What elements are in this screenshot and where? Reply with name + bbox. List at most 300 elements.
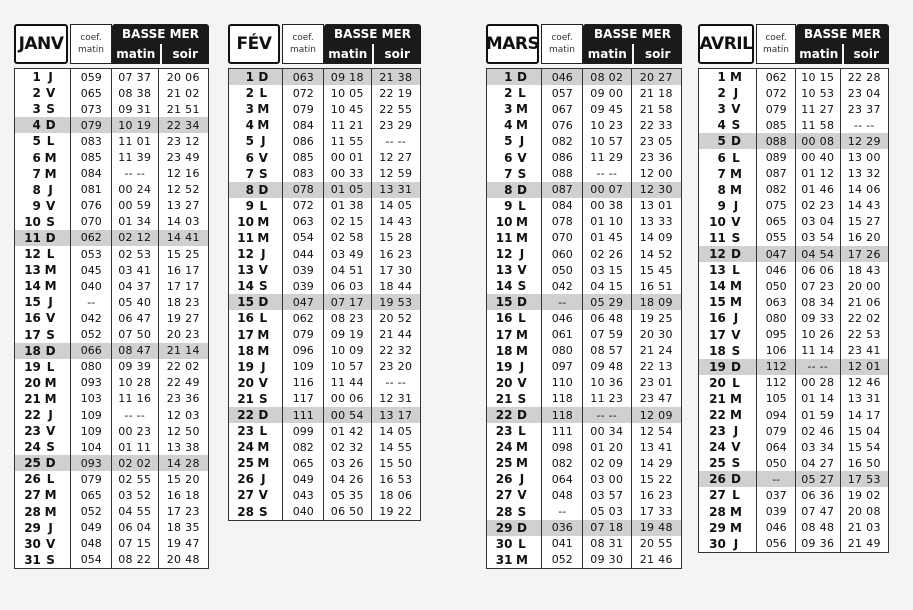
day-number: 21 [24, 391, 41, 406]
table-row [229, 182, 420, 198]
month-block-0 [14, 24, 209, 569]
weekday: V [517, 488, 527, 503]
matin-cell: 03 15 [583, 262, 632, 278]
basse-mer-subheader [112, 44, 209, 64]
day-cell [699, 327, 756, 343]
table-row [229, 439, 420, 455]
day-number: 3 [504, 102, 513, 117]
day-cell [229, 182, 282, 198]
coef-cell: 076 [70, 198, 112, 214]
coef-label-matin: matin [548, 45, 575, 55]
matin-cell: -- -- [112, 407, 159, 423]
day-cell [229, 439, 282, 455]
coef-cell: 085 [756, 117, 796, 133]
soir-cell: 21 03 [847, 521, 881, 535]
matin-cell: 11 58 [796, 117, 841, 133]
weekday: M [729, 520, 742, 535]
coef-cell: 079 [282, 327, 324, 343]
table-row [699, 246, 888, 262]
day-cell [699, 536, 756, 552]
day-number: 29 [24, 520, 41, 535]
table-row [699, 310, 888, 326]
day-number: 15 [709, 295, 726, 310]
weekday: D [45, 343, 56, 358]
coef-cell: -- [756, 471, 796, 487]
weekday: S [46, 102, 55, 117]
soir-cell: 23 36 [639, 151, 673, 165]
matin-cell: 04 26 [324, 471, 372, 487]
coef-cell: 093 [70, 455, 112, 471]
soir-cell: 22 02 [166, 360, 200, 374]
day-number: 13 [709, 263, 726, 278]
day-cell [229, 391, 282, 407]
table-row [15, 343, 208, 359]
table-row [487, 262, 681, 278]
coef-cell: 037 [756, 487, 796, 503]
soir-cell: 13 17 [379, 408, 413, 422]
matin-cell: 10 57 [583, 133, 632, 149]
table-row [15, 471, 208, 487]
table-row [487, 278, 681, 294]
soir-header: soir [162, 44, 210, 64]
weekday: L [518, 311, 526, 326]
matin-cell: 01 10 [583, 214, 632, 230]
weekday: L [46, 247, 55, 262]
table-row [487, 230, 681, 246]
matin-cell: 08 38 [112, 85, 159, 101]
soir-cell: 18 09 [639, 295, 673, 309]
weekday: J [261, 472, 266, 487]
table-row [699, 149, 888, 165]
coef-cell: 048 [70, 536, 112, 552]
day-cell [699, 198, 756, 214]
day-number: 24 [237, 440, 254, 455]
coef-cell: 052 [70, 504, 112, 520]
weekday: M [516, 456, 528, 471]
table-row [229, 407, 420, 423]
matin-cell: 05 27 [796, 471, 841, 487]
table-row [699, 230, 888, 246]
day-number: 16 [709, 311, 726, 326]
weekday: L [518, 198, 526, 213]
table-row [699, 166, 888, 182]
day-cell [487, 391, 541, 407]
table-row [487, 552, 681, 568]
weekday: V [731, 214, 741, 229]
table-row [699, 487, 888, 503]
matin-cell: 09 33 [796, 310, 841, 326]
table-row [229, 310, 420, 326]
soir-cell: -- -- [385, 134, 407, 148]
day-number: 7 [717, 166, 726, 181]
day-cell [487, 133, 541, 149]
table-row [15, 198, 208, 214]
day-number: 6 [32, 150, 41, 165]
matin-cell: 03 41 [112, 262, 159, 278]
weekday: S [46, 327, 55, 342]
matin-cell: 07 59 [583, 327, 632, 343]
matin-cell: 00 23 [112, 423, 159, 439]
day-number: 8 [32, 182, 41, 197]
matin-cell: 07 17 [324, 294, 372, 310]
day-number: 20 [495, 375, 513, 390]
matin-cell: 04 37 [112, 278, 159, 294]
day-cell [15, 310, 70, 326]
matin-cell: 11 14 [796, 343, 841, 359]
weekday: L [732, 150, 740, 165]
day-cell [487, 455, 541, 471]
matin-cell: 03 26 [324, 455, 372, 471]
day-cell [699, 487, 756, 503]
coef-cell: 042 [70, 310, 112, 326]
matin-cell: 05 35 [324, 487, 372, 503]
soir-cell: 17 23 [166, 505, 200, 519]
day-cell [487, 407, 541, 423]
day-number: 6 [245, 150, 254, 165]
table-row [229, 166, 420, 182]
coef-cell: 079 [70, 471, 112, 487]
matin-cell: 11 21 [324, 117, 372, 133]
table-row [699, 343, 888, 359]
day-cell [487, 101, 541, 117]
matin-cell: 03 52 [112, 487, 159, 503]
table-row [229, 327, 420, 343]
soir-cell: 14 06 [847, 183, 881, 197]
day-number: 10 [709, 214, 726, 229]
coef-cell: 046 [756, 520, 796, 536]
weekday: M [257, 102, 270, 117]
table-row [15, 262, 208, 278]
day-cell [229, 133, 282, 149]
table-row [699, 407, 888, 423]
coef-cell: 118 [541, 391, 583, 407]
soir-cell: 16 17 [166, 263, 200, 277]
day-number: 6 [717, 150, 726, 165]
coef-cell: 079 [70, 117, 112, 133]
matin-cell: 08 34 [796, 294, 841, 310]
soir-cell: 15 28 [379, 231, 413, 245]
coef-cell: 104 [70, 439, 112, 455]
soir-cell: 22 28 [847, 70, 881, 84]
day-cell [699, 343, 756, 359]
matin-cell: 00 24 [112, 182, 159, 198]
soir-cell: 21 44 [379, 328, 413, 342]
matin-cell: 01 45 [583, 230, 632, 246]
weekday: V [45, 198, 56, 213]
table-row [15, 520, 208, 536]
day-number: 21 [495, 391, 513, 406]
soir-cell: 16 50 [847, 456, 881, 470]
table-row [229, 455, 420, 471]
table-row [487, 487, 681, 503]
day-number: 20 [24, 375, 41, 390]
weekday: S [46, 552, 55, 567]
table-row [15, 455, 208, 471]
table-row [487, 294, 681, 310]
coef-cell: 089 [756, 149, 796, 165]
day-number: 5 [245, 134, 254, 149]
weekday: L [259, 198, 268, 213]
soir-cell: 18 43 [847, 263, 881, 277]
day-cell [487, 375, 541, 391]
matin-cell: 11 27 [796, 101, 841, 117]
matin-cell: 01 11 [112, 439, 159, 455]
soir-cell: 20 30 [639, 328, 673, 342]
coef-cell: 088 [756, 133, 796, 149]
coef-cell: 046 [756, 262, 796, 278]
day-number: 8 [717, 182, 726, 197]
day-number: 27 [237, 488, 254, 503]
matin-cell: 06 50 [324, 504, 372, 520]
day-cell [699, 246, 756, 262]
soir-cell: -- -- [385, 376, 407, 390]
day-cell [15, 246, 70, 262]
weekday: M [44, 263, 57, 278]
day-cell [699, 262, 756, 278]
coef-cell: 110 [541, 375, 583, 391]
table-row [487, 198, 681, 214]
matin-cell: 01 14 [796, 391, 841, 407]
soir-cell: 16 23 [379, 247, 413, 261]
day-cell [699, 230, 756, 246]
soir-cell: 19 53 [379, 295, 413, 309]
matin-cell: 04 55 [112, 504, 159, 520]
weekday: J [519, 472, 525, 487]
table-row [487, 471, 681, 487]
weekday: M [516, 214, 528, 229]
soir-cell: 12 09 [639, 408, 673, 422]
soir-cell: 23 12 [166, 134, 200, 148]
weekday: M [257, 456, 270, 471]
day-number: 11 [24, 230, 41, 245]
day-number: 11 [709, 230, 726, 245]
weekday: J [48, 408, 53, 423]
coef-cell: 054 [70, 552, 112, 568]
day-number: 26 [237, 472, 254, 487]
day-number: 13 [495, 263, 513, 278]
coef-cell: 109 [70, 407, 112, 423]
coef-cell: 039 [282, 278, 324, 294]
table-row [699, 85, 888, 101]
day-cell [229, 343, 282, 359]
coef-cell: 052 [541, 552, 583, 568]
day-number: 9 [717, 198, 726, 213]
matin-cell: 06 47 [112, 310, 159, 326]
day-cell [15, 149, 70, 165]
day-cell [229, 149, 282, 165]
coef-cell: 094 [756, 407, 796, 423]
matin-cell: 00 33 [324, 166, 372, 182]
soir-cell: 17 26 [847, 247, 881, 261]
soir-header: soir [634, 44, 683, 64]
day-number: 8 [504, 182, 513, 197]
matin-cell: 09 31 [112, 101, 159, 117]
matin-cell: 01 34 [112, 214, 159, 230]
matin-header: matin [324, 44, 374, 64]
day-number: 31 [495, 552, 513, 567]
day-number: 24 [495, 440, 513, 455]
coef-cell: 049 [70, 520, 112, 536]
table-row [15, 423, 208, 439]
table-row [15, 391, 208, 407]
soir-cell: 19 22 [379, 505, 413, 519]
day-cell [229, 117, 282, 133]
soir-cell: 12 01 [847, 360, 881, 374]
weekday: J [519, 247, 525, 262]
day-cell [15, 536, 70, 552]
soir-cell: 21 14 [166, 344, 200, 358]
table-row [15, 407, 208, 423]
coef-cell: 086 [541, 149, 583, 165]
table-row [229, 471, 420, 487]
matin-cell: 10 19 [112, 117, 159, 133]
matin-cell: 04 51 [324, 262, 372, 278]
table-row [487, 310, 681, 326]
day-cell [15, 69, 70, 85]
coef-cell: 041 [541, 536, 583, 552]
day-cell [699, 439, 756, 455]
matin-cell: 01 59 [796, 407, 841, 423]
day-cell [229, 214, 282, 230]
day-cell [15, 278, 70, 294]
matin-header: matin [583, 44, 634, 64]
day-cell [15, 520, 70, 536]
day-number: 10 [24, 214, 41, 229]
day-number: 5 [32, 134, 41, 149]
day-cell [15, 359, 70, 375]
day-cell [229, 85, 282, 101]
day-cell [487, 85, 541, 101]
day-cell [487, 198, 541, 214]
weekday: M [44, 375, 57, 390]
weekday: M [257, 343, 270, 358]
table-row [699, 520, 888, 536]
matin-cell: 00 40 [796, 149, 841, 165]
day-cell [487, 182, 541, 198]
matin-cell: 11 55 [324, 133, 372, 149]
soir-cell: 20 08 [847, 505, 881, 519]
day-cell [15, 294, 70, 310]
tide-table [698, 68, 889, 553]
matin-cell: 03 54 [796, 230, 841, 246]
table-row [699, 278, 888, 294]
day-cell [487, 230, 541, 246]
weekday: M [257, 327, 270, 342]
day-cell [487, 310, 541, 326]
coef-cell: 112 [756, 375, 796, 391]
soir-cell: 22 02 [847, 311, 881, 325]
basse-mer-header [583, 24, 682, 64]
weekday: D [516, 520, 527, 535]
day-cell [229, 69, 282, 85]
weekday: S [517, 166, 527, 181]
day-number: 27 [709, 488, 726, 503]
coef-cell: 060 [541, 246, 583, 262]
coef-cell: 044 [282, 246, 324, 262]
coef-cell: 096 [282, 343, 324, 359]
table-row [15, 552, 208, 568]
day-number: 1 [717, 70, 726, 85]
weekday: M [257, 118, 270, 133]
month-header [486, 24, 682, 64]
matin-cell: 06 04 [112, 520, 159, 536]
day-number: 18 [709, 343, 726, 358]
day-number: 17 [237, 327, 254, 342]
day-cell [487, 117, 541, 133]
weekday: L [259, 424, 268, 439]
weekday: S [731, 343, 741, 358]
soir-cell: 22 33 [639, 118, 673, 132]
soir-cell: 19 48 [639, 521, 673, 535]
table-row [699, 375, 888, 391]
table-row [229, 423, 420, 439]
soir-cell: 23 36 [166, 392, 200, 406]
soir-cell: 18 44 [379, 279, 413, 293]
weekday: D [730, 359, 741, 374]
coef-cell: 116 [282, 375, 324, 391]
basse-mer-header [796, 24, 889, 64]
soir-cell: 20 52 [379, 311, 413, 325]
coef-cell: 080 [70, 359, 112, 375]
day-cell [229, 504, 282, 520]
coef-label-matin: matin [762, 45, 789, 55]
table-row [15, 166, 208, 182]
matin-header: matin [796, 44, 844, 64]
coef-cell: 111 [282, 407, 324, 423]
table-row [15, 359, 208, 375]
day-number: 8 [245, 182, 254, 197]
day-cell [487, 166, 541, 182]
weekday: V [258, 263, 268, 278]
weekday: V [517, 375, 527, 390]
month-header [698, 24, 889, 64]
matin-cell: 05 40 [112, 294, 159, 310]
day-cell [15, 375, 70, 391]
weekday: M [44, 391, 57, 406]
weekday: V [731, 327, 741, 342]
day-cell [699, 504, 756, 520]
day-cell [699, 149, 756, 165]
month-header [228, 24, 421, 64]
matin-cell: 07 18 [583, 520, 632, 536]
matin-cell: 10 23 [583, 117, 632, 133]
day-number: 29 [495, 520, 513, 535]
table-row [229, 278, 420, 294]
day-cell [699, 423, 756, 439]
weekday: M [729, 391, 742, 406]
coef-cell: 111 [541, 423, 583, 439]
coef-cell: 047 [756, 246, 796, 262]
soir-cell: 22 19 [379, 86, 413, 100]
matin-cell: 03 00 [583, 471, 632, 487]
day-number: 4 [717, 118, 726, 133]
matin-cell: 06 06 [796, 262, 841, 278]
matin-cell: 11 29 [583, 149, 632, 165]
soir-cell: 12 52 [166, 183, 200, 197]
day-number: 28 [709, 504, 726, 519]
coef-cell: 072 [282, 198, 324, 214]
day-cell [487, 294, 541, 310]
weekday: D [516, 182, 527, 197]
table-row [229, 487, 420, 503]
weekday: J [261, 134, 266, 149]
soir-cell: 13 38 [166, 440, 200, 454]
basse-mer-title: BASSE MER [796, 24, 889, 44]
weekday: V [731, 102, 741, 117]
month-name: AVRIL [698, 24, 754, 64]
soir-cell: 12 31 [379, 392, 413, 406]
soir-cell: 14 43 [847, 199, 881, 213]
